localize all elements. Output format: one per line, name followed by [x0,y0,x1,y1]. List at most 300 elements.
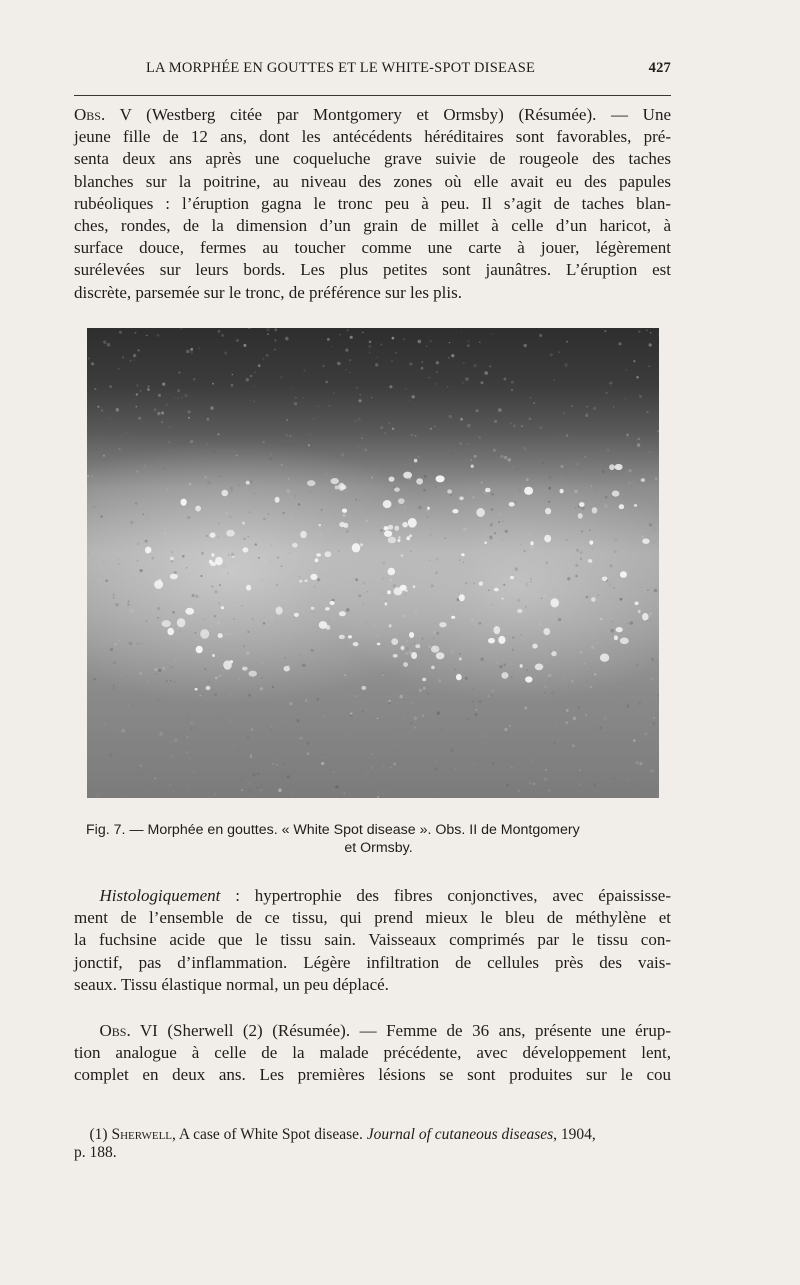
photo-grain [317,578,320,581]
photo-grain [218,330,221,333]
photo-grain [137,560,139,562]
photo-grain [114,666,115,667]
photo-grain [269,758,271,760]
photo-grain [321,762,324,765]
white-spot [551,651,557,656]
photo-grain [492,762,494,764]
photo-grain [363,604,364,605]
photo-grain [523,550,525,552]
white-spot [501,672,508,679]
photo-grain [602,470,605,473]
photo-grain [280,663,283,666]
photo-grain [214,615,216,617]
photo-grain [491,689,494,692]
photo-grain [228,554,229,555]
photo-grain [636,761,639,764]
photo-grain [248,511,251,514]
photo-grain [591,667,592,668]
photo-grain [254,385,255,386]
photo-grain [152,459,154,461]
photo-grain [226,706,228,708]
photo-grain [337,362,341,366]
photo-grain [585,527,586,528]
photo-grain [586,413,588,415]
white-spot [447,489,452,493]
photo-grain [362,332,364,334]
photo-grain [190,348,193,351]
photo-grain [436,361,439,364]
photo-grain [575,564,578,567]
photo-grain [449,415,453,419]
photo-grain [89,683,92,686]
white-spot [211,553,214,556]
white-spot [413,585,416,588]
photo-grain [579,770,581,772]
photo-grain [191,722,193,724]
white-spot [284,666,290,672]
photo-grain [649,343,652,346]
photo-grain [358,417,362,421]
footnote-line-2: p. 188. [74,1144,117,1161]
photo-grain [463,362,464,363]
photo-grain [511,389,513,391]
white-spot [249,671,257,677]
photo-grain [454,769,455,770]
photo-grain [373,625,375,627]
photo-grain [130,360,132,362]
photo-grain [553,379,555,381]
photo-grain [436,383,438,385]
photo-grain [349,372,351,374]
photo-grain [139,511,140,512]
white-spot [592,507,598,513]
photo-grain [657,430,659,432]
photo-grain [433,638,434,639]
photo-grain [633,739,636,742]
photo-grain [170,680,172,682]
white-spot [339,635,345,639]
white-spot [181,499,187,506]
photo-grain [313,612,315,614]
photo-grain [91,475,93,477]
white-spot [405,590,408,592]
photo-grain [221,334,224,337]
photo-grain [393,763,396,766]
figure-photograph [87,328,659,798]
photo-grain [230,694,232,696]
photo-grain [610,629,614,633]
photo-grain [472,701,473,702]
photo-grain [566,709,569,712]
white-spot [212,654,215,657]
white-spot [452,509,458,513]
photo-grain [541,497,543,499]
photo-grain [435,486,436,487]
photo-grain [515,567,518,570]
photo-grain [281,565,283,567]
photo-grain [144,464,147,467]
photo-grain [414,609,417,612]
white-spot [641,478,645,482]
photo-grain [447,386,448,387]
white-spot [431,666,435,670]
photo-grain [415,435,417,437]
photo-grain [594,489,596,491]
photo-grain [385,784,387,786]
white-spot [602,577,608,582]
white-spot [520,664,523,668]
photo-grain [182,555,185,558]
photo-grain [467,340,469,342]
histology-line-3: la fuchsine acide que le tissu sain. Vaisseaux comprimés par le tissu con- [74,930,671,950]
white-spot [353,642,359,646]
photo-grain [376,634,379,637]
photo-grain [179,630,182,633]
photo-grain [143,514,144,515]
photo-grain [229,633,231,635]
photo-grain [545,769,547,771]
photo-grain [526,584,529,587]
photo-grain [580,551,583,554]
photo-grain [117,558,120,561]
white-spot [422,678,426,681]
photo-grain [369,636,370,637]
photo-grain [419,689,423,693]
white-spot [635,602,639,606]
photo-grain [538,660,540,662]
photo-grain [367,591,368,592]
photo-grain [135,524,136,525]
photo-grain [251,728,254,731]
photo-grain [498,408,502,412]
photo-grain [638,438,640,440]
obs5-label: Obs. [74,105,106,124]
white-spot [145,547,151,554]
photo-grain [399,728,400,729]
photo-grain [587,681,589,683]
white-spot [218,633,223,638]
photo-grain [180,328,183,330]
photo-grain [177,389,180,392]
photo-grain [300,449,303,452]
photo-grain [544,595,547,598]
photo-grain [605,496,607,498]
photo-grain [450,494,451,495]
photo-grain [467,344,470,347]
photo-grain [518,489,521,492]
photo-grain [652,541,655,544]
photo-grain [212,383,214,385]
photo-grain [138,349,140,351]
photo-grain [263,441,265,443]
white-spot [616,627,623,632]
photo-grain [272,763,274,765]
photo-grain [269,561,271,563]
photo-grain [432,745,434,747]
white-spot [560,489,564,494]
white-spot [319,524,321,526]
photo-grain [343,514,346,517]
obs6-line-3: complet en deux ans. Les premières lésions se sont produites sur le cou [74,1065,671,1085]
photo-grain [258,364,261,367]
white-spot [388,537,396,544]
photo-grain [190,727,193,730]
photo-grain [450,677,452,679]
photo-grain [580,651,582,653]
photo-grain [108,417,111,420]
photo-grain [327,338,330,341]
white-spot [154,580,163,589]
photo-grain [590,686,592,688]
photo-grain [201,575,203,577]
photo-grain [286,419,288,421]
white-spot [310,574,317,580]
photo-grain [496,661,499,664]
photo-grain [488,695,490,697]
photo-grain [414,717,418,721]
photo-grain [511,767,513,769]
photo-grain [221,618,223,620]
photo-grain [338,550,340,552]
photo-grain [611,621,613,623]
photo-grain [385,600,387,602]
white-spot [339,522,345,527]
photo-grain [491,779,494,782]
photo-grain [454,668,456,670]
photo-grain [349,359,351,361]
photo-grain [613,406,615,408]
photo-grain [544,685,547,688]
photo-grain [164,532,167,535]
photo-grain [544,777,547,780]
photo-grain [599,726,602,729]
photo-grain [490,536,493,539]
photo-grain [118,368,120,370]
photo-grain [428,645,431,648]
photo-grain [591,485,592,486]
photo-grain [127,705,129,707]
photo-grain [530,397,532,399]
white-spot [215,557,223,566]
photo-grain [426,346,427,347]
photo-grain [252,618,255,621]
photo-grain [224,351,227,354]
photo-grain [575,575,577,577]
photo-grain [203,688,206,691]
photo-grain [653,717,655,719]
photo-grain [414,726,417,729]
photo-grain [308,444,310,446]
white-spot [397,539,400,542]
photo-grain [471,448,473,450]
photo-grain [286,434,288,436]
photo-grain [620,697,621,698]
photo-grain [215,677,218,680]
photo-grain [412,414,413,415]
photo-grain [194,444,197,447]
photo-grain [433,631,436,634]
photo-grain [104,724,106,726]
photo-grain [542,673,543,674]
white-spot [315,558,319,562]
photo-grain [498,521,500,523]
photo-grain [347,329,349,331]
photo-grain [159,732,163,736]
white-spot [530,541,533,545]
photo-grain [261,677,263,679]
photo-grain [355,578,358,581]
photo-grain [171,560,173,562]
photo-grain [463,527,466,530]
photo-grain [285,337,289,341]
photo-grain [88,552,90,554]
photo-grain [371,753,374,756]
photo-grain [106,588,107,589]
white-spot [311,607,315,610]
photo-grain [515,745,518,748]
photo-grain [650,769,654,773]
white-spot [242,522,245,525]
photo-grain [371,766,374,769]
white-spot [484,542,487,544]
photo-grain [494,420,497,423]
photo-grain [575,508,576,509]
white-spot [384,531,392,537]
photo-grain [613,587,615,589]
photo-grain [138,417,141,420]
photo-grain [366,701,368,703]
photo-grain [628,778,630,780]
white-spot [348,635,352,638]
white-spot [402,522,408,528]
photo-grain [423,526,424,527]
photo-grain [639,395,642,398]
photo-grain [423,489,426,492]
photo-grain [411,434,413,436]
photo-grain [186,644,188,646]
photo-grain [248,694,251,697]
photo-grain [198,347,200,349]
photo-grain [627,623,628,624]
photo-grain [186,736,188,738]
photo-grain [632,480,634,482]
photo-grain [512,466,514,468]
white-spot [471,465,474,468]
white-spot [488,638,495,644]
white-spot [501,598,504,600]
photo-grain [647,589,649,591]
photo-grain [282,512,285,515]
photo-grain [90,496,93,499]
photo-grain [289,552,290,553]
white-spot [162,620,171,627]
photo-grain [517,790,519,792]
white-spot [394,487,400,491]
photo-grain [377,525,379,527]
photo-grain [168,441,170,443]
photo-grain [356,387,357,388]
photo-grain [500,455,504,459]
photo-grain [378,792,379,793]
white-spot [535,664,544,671]
photo-grain [181,397,183,399]
photo-grain [549,476,552,479]
photo-grain [195,632,197,634]
photo-grain [479,622,482,625]
photo-grain [190,351,193,354]
photo-grain [371,397,373,399]
photo-grain [456,622,458,624]
photo-grain [472,496,475,499]
white-spot [185,608,194,615]
photo-grain [204,668,206,670]
white-spot [459,658,462,661]
photo-grain [270,458,272,460]
photo-grain [289,702,292,705]
white-spot [339,611,346,616]
photo-grain [92,710,95,713]
photo-grain [561,465,564,468]
photo-grain [526,669,528,671]
white-spot [200,629,209,639]
photo-grain [480,657,484,661]
photo-grain [375,363,378,366]
photo-grain [459,653,461,655]
photo-grain [624,398,626,400]
photo-grain [232,374,233,375]
photo-grain [636,663,638,665]
photo-grain [552,591,554,593]
photo-grain [436,632,439,635]
white-spot [242,667,248,671]
photo-grain [349,763,350,764]
photo-grain [157,699,160,702]
photo-grain [215,794,217,796]
photo-grain [103,341,106,344]
photo-grain [305,700,307,702]
photo-grain [110,648,114,652]
photo-grain [651,658,654,661]
photo-grain [325,381,328,384]
obs5-line-4: blanches sur la poitrine, au niveau des zones où elle avait eu des papules [74,171,671,191]
photo-grain [319,533,322,536]
photo-grain [467,424,471,428]
photo-grain [166,488,169,491]
photo-grain [137,642,140,645]
photo-grain [633,360,635,362]
white-spot [210,532,216,537]
white-spot [642,538,649,544]
photo-grain [274,339,276,341]
white-spot [159,579,162,581]
photo-grain [572,744,575,747]
photo-grain [503,584,505,586]
photo-grain [491,695,492,696]
photo-grain [479,341,481,343]
photo-grain [225,633,227,635]
photo-grain [188,717,189,718]
photo-grain [207,481,210,484]
white-spot [195,506,201,512]
photo-grain [276,584,278,586]
white-spot [398,536,401,538]
photo-grain [369,352,371,354]
white-spot [517,609,523,613]
photo-grain [264,617,265,618]
photo-grain [650,619,651,620]
photo-grain [598,595,599,596]
photo-grain [284,763,285,764]
